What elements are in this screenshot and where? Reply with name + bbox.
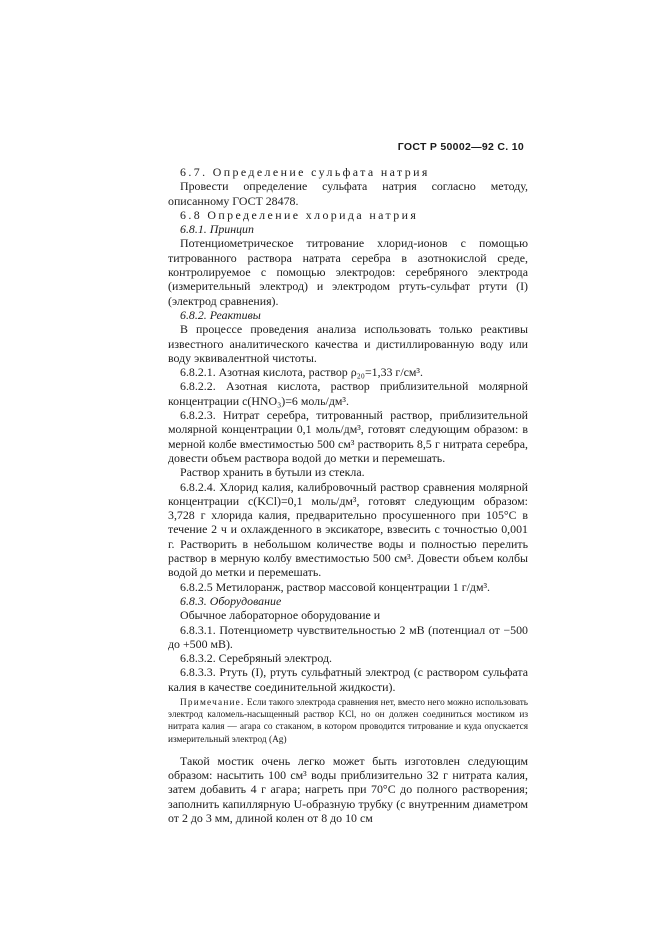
paragraph: Такой мостик очень легко может быть изготовлен следующим образом: насытить 100 см³ воды приблизительно 32 г нитрата калия, затем добавить 4 г агара; нагреть при 70°C до полного растворения; заполнить капиллярную U-образную трубку (с внутренним диаметром от 2 до 3 мм, длиной колен от 8 до 10 см xyxy=(168,753,528,825)
subsection-heading-reagents: 6.8.2. Реактивы xyxy=(180,307,261,322)
subsection-heading-equipment: 6.8.3. Оборудование xyxy=(180,593,282,608)
note-text: Если такого электрода сравнения нет, вместо него можно использовать электрод каломель-насыщенный раствор KCl, но он должен соединиться мостиком из нитрата калия — агара со стаканом, в котором проводится титрование и куда опускается измерительный электрод (Ag) xyxy=(168,697,529,745)
paragraph: 6.8.3.1. Потенциометр чувствительностью 2 мВ (потенциал от −500 до +500 мВ). xyxy=(168,622,528,651)
paragraph: 6.8.3.2. Серебряный электрод. xyxy=(180,651,333,666)
paragraph: Потенциометрическое титрование хлорид-ионов с помощью титрованного раствора натрата серебра в азотнокислой среде, контролируемое с помощью электродов: серебряного электрода (измерительный электрод) и электродом ртуть-сульфат ртути (I) (электрод сравнения). xyxy=(168,236,528,308)
paragraph: 6.8.3.3. Ртуть (I), ртуть сульфатный электрод (с раствором сульфата калия в качестве соединительной жидкости). xyxy=(168,665,528,694)
note-label: Примечание. xyxy=(180,697,245,708)
paragraph: Обычное лабораторное оборудование и xyxy=(180,608,381,623)
paragraph: В процессе проведения анализа использовать только реактивы известного аналитического качества и дистиллированную воду или воду эквивалентной чистоты. xyxy=(168,322,528,365)
section-heading-6-7: 6.7. Определение сульфата натрия xyxy=(180,165,430,179)
subsection-heading-principle: 6.8.1. Принцип xyxy=(180,222,254,237)
paragraph: 6.8.2.5 Метилоранж, раствор массовой концентрации 1 г/дм³. xyxy=(180,579,491,594)
document-body xyxy=(168,165,528,825)
paragraph: Провести определение сульфата натрия согласно методу, описанному ГОСТ 28478. xyxy=(168,179,528,208)
paragraph: 6.8.2.1. Азотная кислота, раствор ρ₂₀=1,33 г/см³. xyxy=(180,365,423,380)
section-heading-6-8: 6.8 Определение хлорида натрия xyxy=(180,207,419,222)
note xyxy=(168,697,528,746)
paragraph: Раствор хранить в бутыли из стекла. xyxy=(180,465,365,480)
paragraph: 6.8.2.2. Азотная кислота, раствор приблизительной молярной концентрации c(HNO₃)=6 моль/дм³. xyxy=(168,379,528,408)
page-header: ГОСТ Р 50002—92 С. 10 xyxy=(397,141,524,153)
paragraph: 6.8.2.4. Хлорид калия, калибровочный раствор сравнения молярной концентрации c(KCl)=0,1 моль/дм³, готовят следующим образом: 3,728 г хлорида калия, предварительно просушенного при 105°C в течение 2 ч и охлажденного в эксикаторе, взвесить с точностью 0,001 г. Растворить в небольшом количестве воды и полностью перелить раствор в мерную колбу вместимостью 500 см³. Довести объем колбы водой до метки и перемешать. xyxy=(168,479,528,580)
paragraph: 6.8.2.3. Нитрат серебра, титрованный раствор, приблизительной молярной концентрации 0,1 моль/дм³, готовят следующим образом: в мерной колбе вместимостью 500 см³ растворить 8,5 г нитрата серебра, довести объем раствора водой до метки и перемешать. xyxy=(168,408,528,465)
